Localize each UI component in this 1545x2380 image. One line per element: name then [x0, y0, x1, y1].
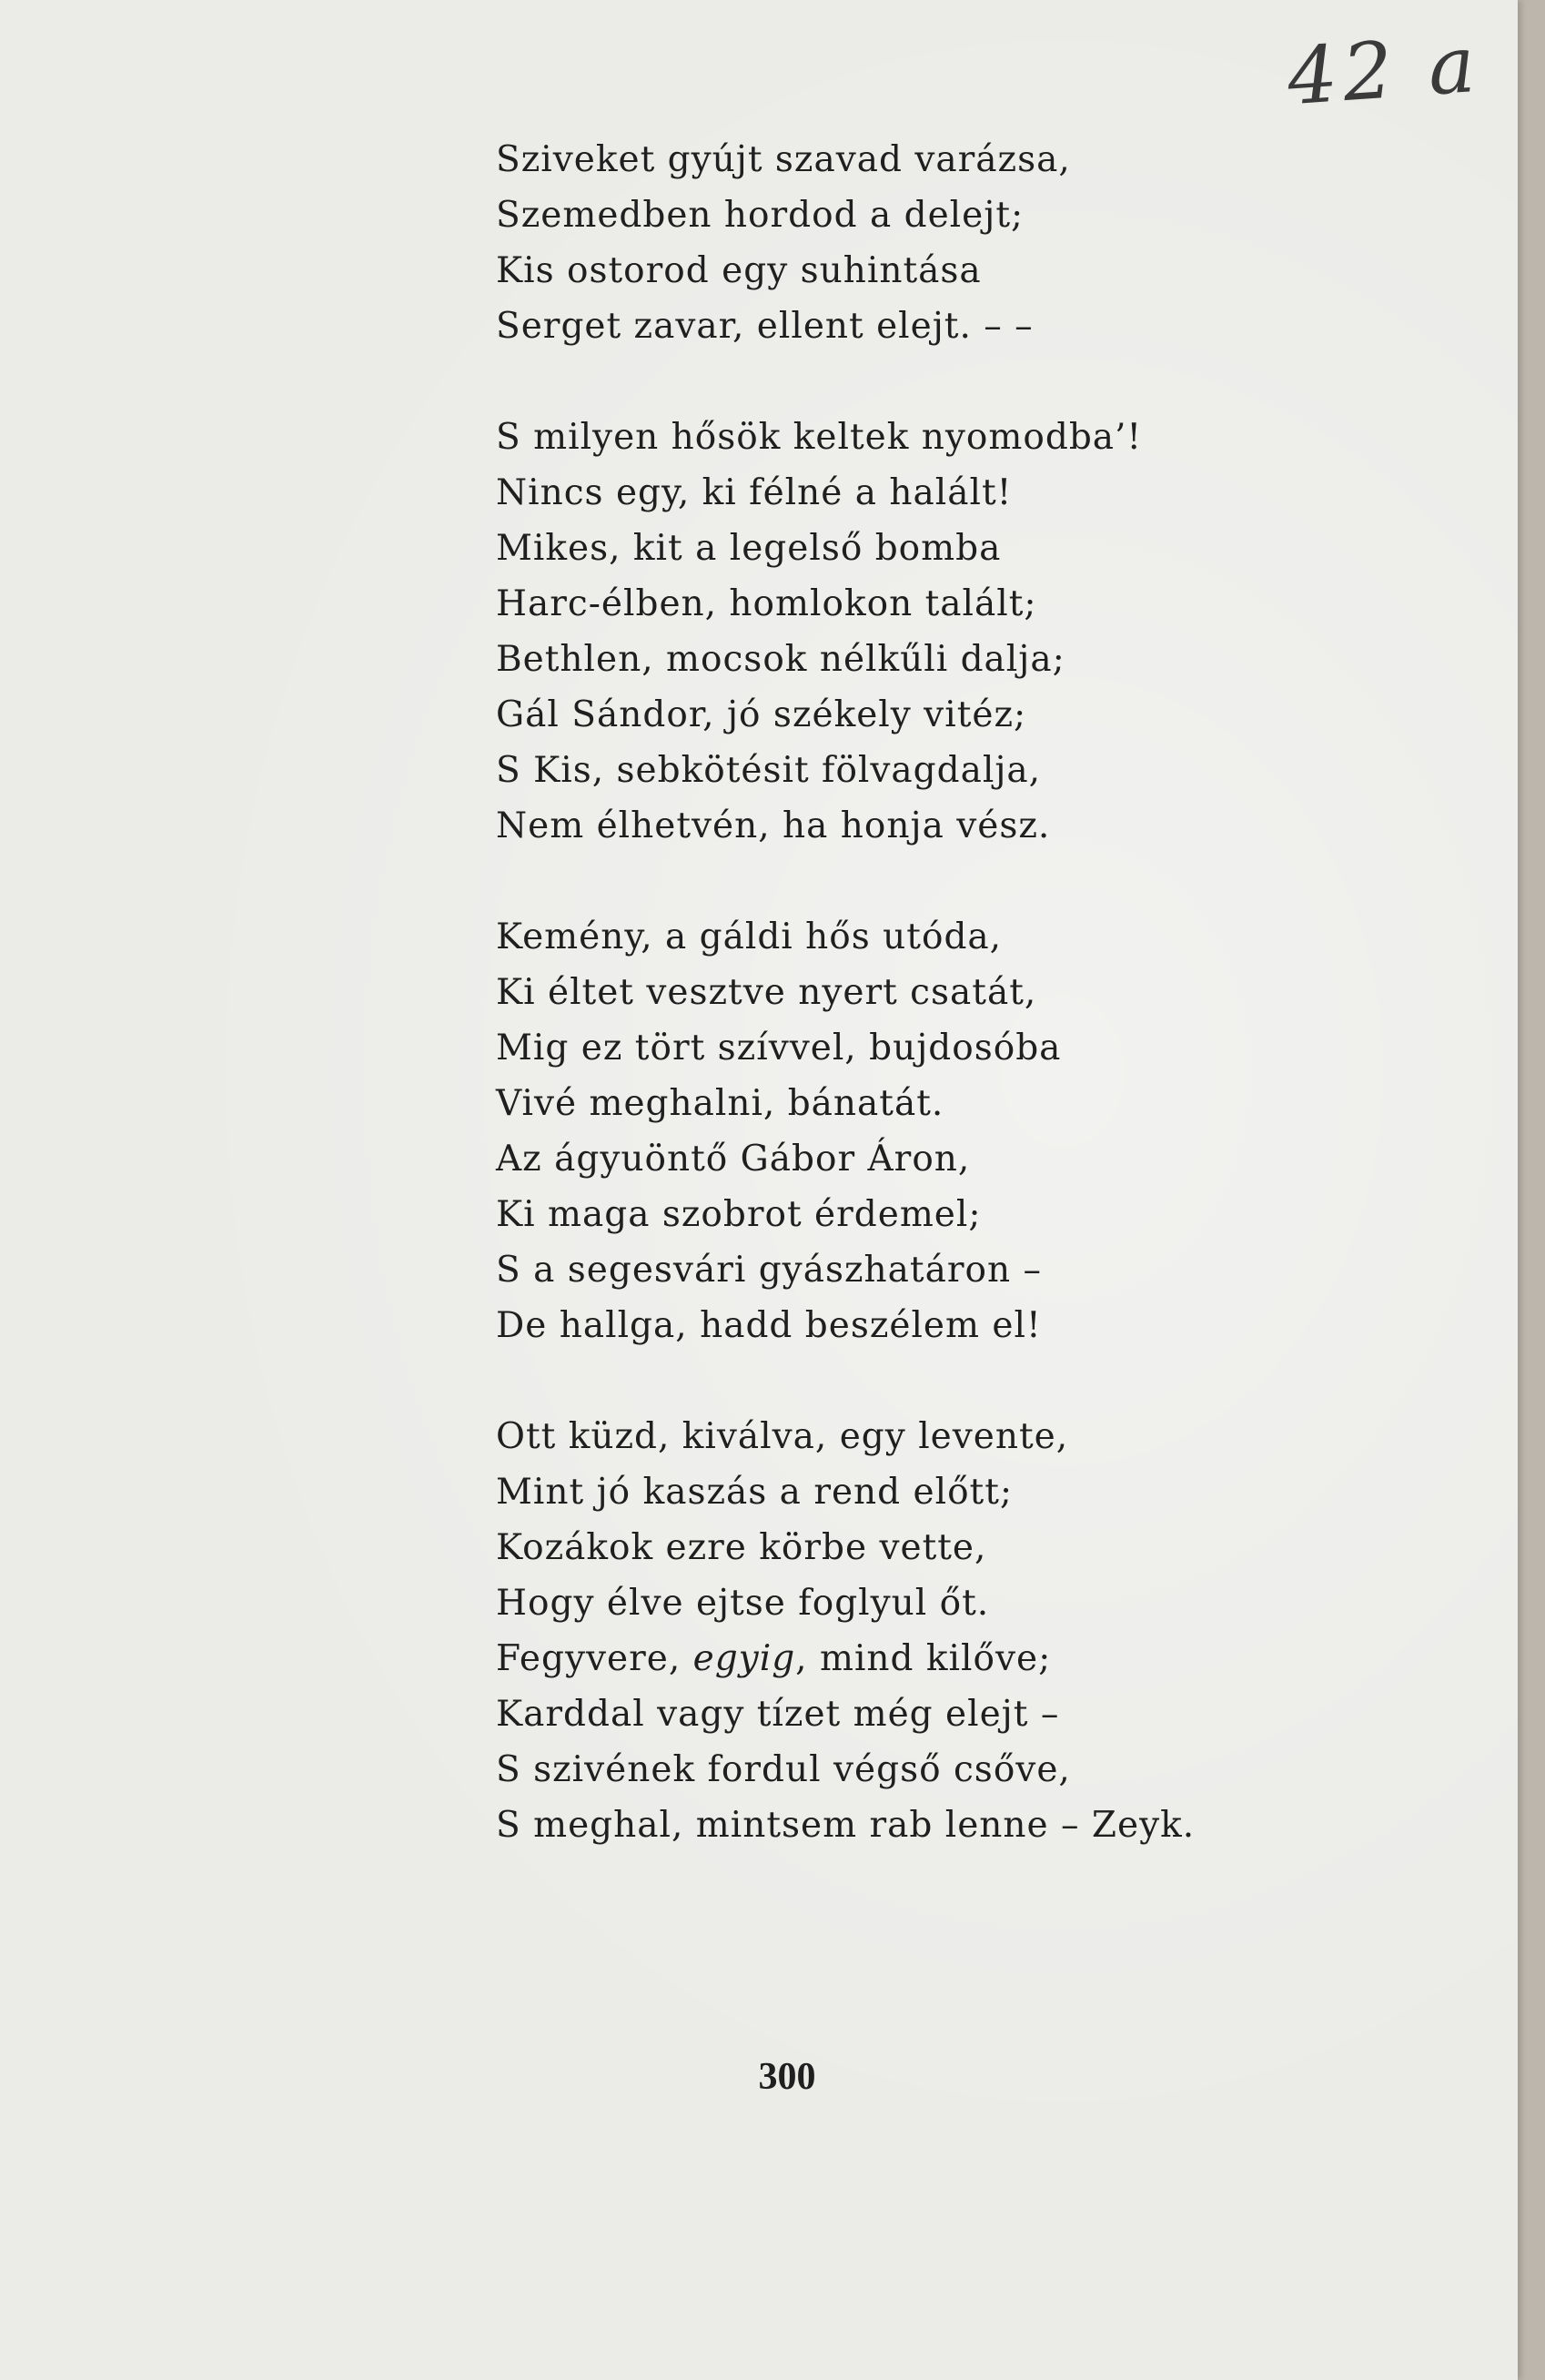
poem-line: De hallga, hadd beszélem el!: [496, 1305, 1042, 1346]
italic-word: egyig: [692, 1638, 796, 1679]
stanza-1: [496, 132, 1451, 354]
poem-line: Kemény, a gáldi hős utóda,: [496, 917, 1003, 957]
poem-line: S meghal, mintsem rab lenne – Zeyk.: [496, 1805, 1196, 1846]
stanza-3: [496, 909, 1451, 1353]
poem-line: Bethlen, mocsok nélkűli dalja;: [496, 639, 1065, 680]
poem-line: Vivé meghalni, bánatát.: [496, 1083, 944, 1124]
poem-line: Serget zavar, ellent elejt. – –: [496, 306, 1034, 347]
poem-line: Mikes, kit a legelső bomba: [496, 528, 1002, 569]
poem-line: Mint jó kaszás a rend előtt;: [496, 1472, 1014, 1513]
stanza-2: [496, 410, 1451, 854]
poem-line: Hogy élve ejtse foglyul őt.: [496, 1583, 990, 1624]
poem: [496, 132, 1451, 1909]
poem-line: S szivének fordul végső csőve,: [496, 1749, 1071, 1790]
poem-line: Szemedben hordod a delejt;: [496, 195, 1025, 236]
poem-line: Karddal vagy tízet még elejt –: [496, 1694, 1060, 1735]
page-number: 300: [758, 2056, 816, 2098]
poem-line: Kis ostorod egy suhintása: [496, 250, 982, 291]
poem-line: S a segesvári gyászhatáron –: [496, 1250, 1042, 1291]
poem-line: Gál Sándor, jó székely vitéz;: [496, 694, 1027, 735]
handwritten-page-note: 42 a: [1284, 18, 1484, 124]
poem-line: Ott küzd, kiválva, egy levente,: [496, 1416, 1069, 1457]
poem-line: S milyen hősök keltek nyomodba’!: [496, 417, 1143, 458]
poem-line-with-italic: [496, 1631, 1451, 1686]
poem-line: Az ágyuöntő Gábor Áron,: [496, 1139, 971, 1180]
poem-line: S Kis, sebkötésit fölvagdalja,: [496, 750, 1042, 791]
poem-line: Harc-élben, homlokon talált;: [496, 583, 1037, 624]
poem-line: Ki éltet vesztve nyert csatát,: [496, 972, 1037, 1013]
poem-line: Nem élhetvén, ha honja vész.: [496, 805, 1051, 846]
stanza-4: [496, 1409, 1451, 1853]
poem-line: Kozákok ezre körbe vette,: [496, 1527, 987, 1568]
poem-line-part: Fegyvere,: [496, 1638, 693, 1679]
poem-line-part: , mind kilőve;: [795, 1638, 1052, 1679]
poem-line: Nincs egy, ki félné a halált!: [496, 472, 1013, 513]
poem-line: Sziveket gyújt szavad varázsa,: [496, 139, 1071, 180]
poem-line: Ki maga szobrot érdemel;: [496, 1194, 982, 1235]
poem-line: Mig ez tört szívvel, bujdosóba: [496, 1028, 1062, 1068]
